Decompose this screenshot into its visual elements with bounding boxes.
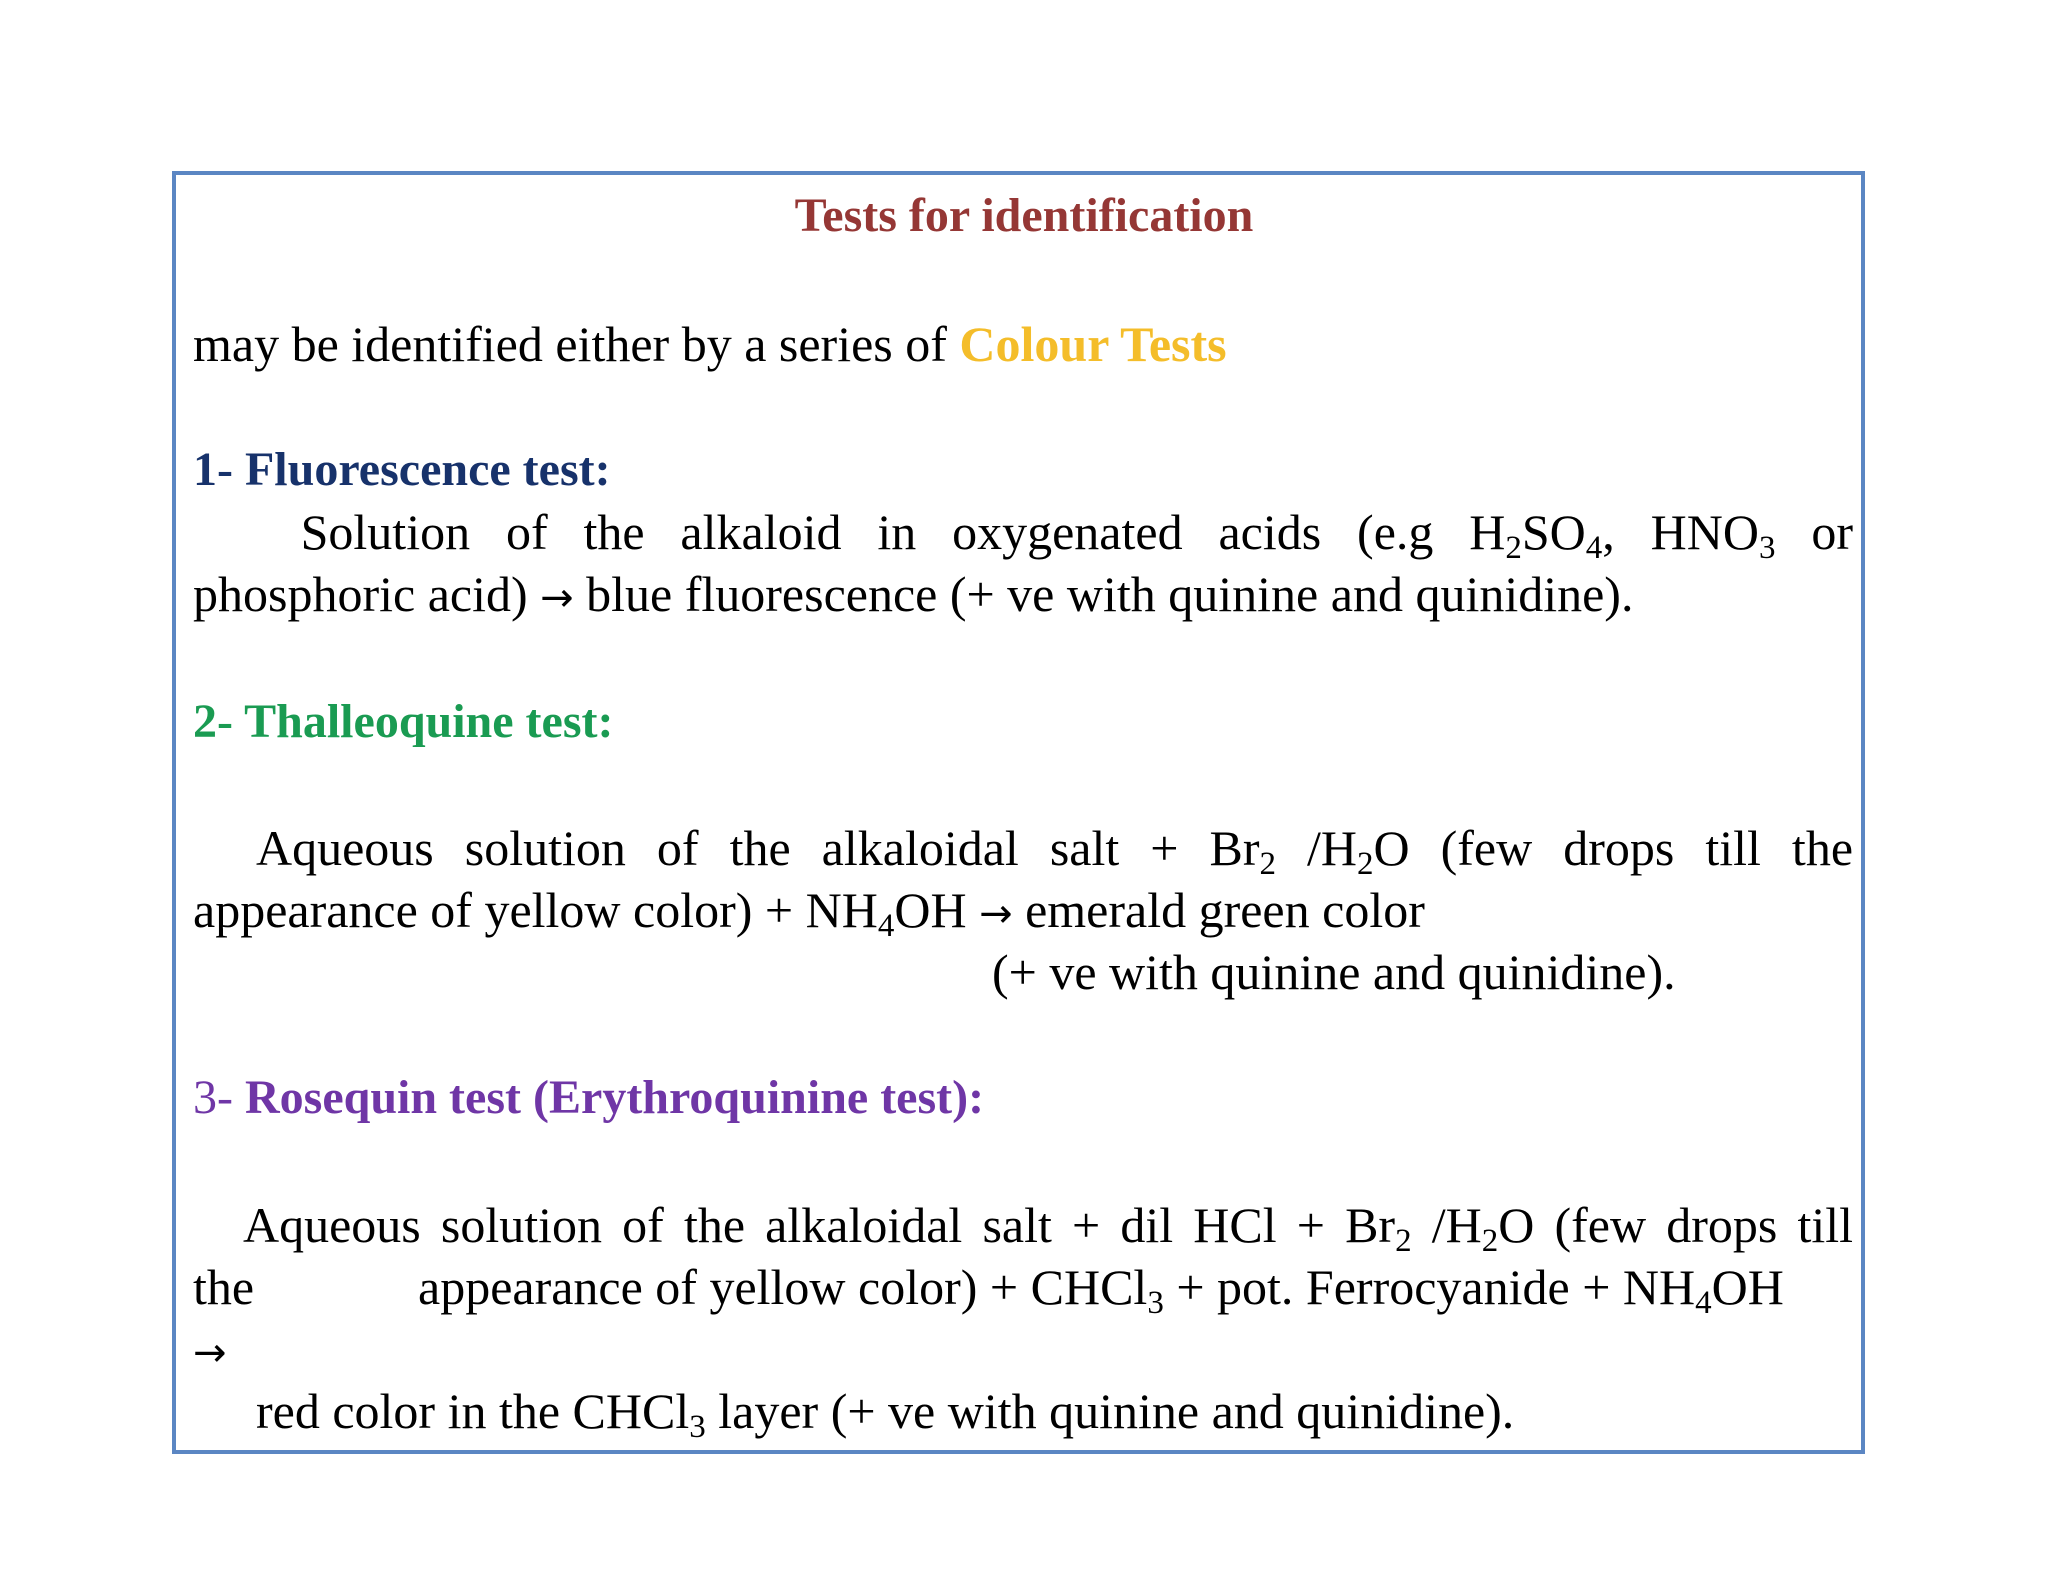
test1-line1: Solution of the alkaloid in oxygenated acids (e.g $H_2SO_4$, $HNO_3$ or — [300, 504, 1854, 567]
colour-tests-highlight: Colour Tests — [959, 316, 1227, 372]
test2-line1: Aqueous solution of the alkaloidal salt + $Br_2$ $/H_2O$ (few drops till the — [256, 820, 1854, 883]
test3-heading: 3- Rosequin test (Erythroquinine test): — [193, 1071, 985, 1124]
test3-line2a: the — [193, 1259, 255, 1315]
arrow-icon: → — [979, 891, 1013, 937]
intro-text: may be identified either by a series of — [193, 316, 960, 372]
test3-line1: Aqueous solution of the alkaloidal salt + dil HCl + $Br_2$ $/H_2O$ (few drops till — [243, 1197, 1854, 1260]
test1-line2: phosphoric acid) → blue fluorescence (+ ve with quinine and quinidine). — [193, 566, 1634, 622]
test2-line3: (+ ve with quinine and quinidine). — [992, 944, 1676, 1000]
page-title: Tests for identification — [794, 189, 1254, 242]
intro-line — [193, 314, 1227, 374]
arrow-icon: → — [540, 575, 574, 621]
test3-line4: red color in the CHCl$_3$ layer (+ ve with quinine and quinidine). — [256, 1383, 1515, 1446]
arrow-icon: → — [193, 1330, 227, 1376]
test3-arrow-line — [193, 1319, 227, 1383]
test2-line2: appearance of yellow color) + $NH_4OH$ → emerald green color — [193, 882, 1425, 945]
test3-line2b: appearance of yellow color) + CHCl$_3$ + pot. Ferrocyanide + $NH_4OH$ — [418, 1259, 1784, 1322]
test2-heading: 2- Thalleoquine test: — [193, 695, 614, 748]
test1-heading: 1- Fluorescence test: — [193, 443, 611, 496]
